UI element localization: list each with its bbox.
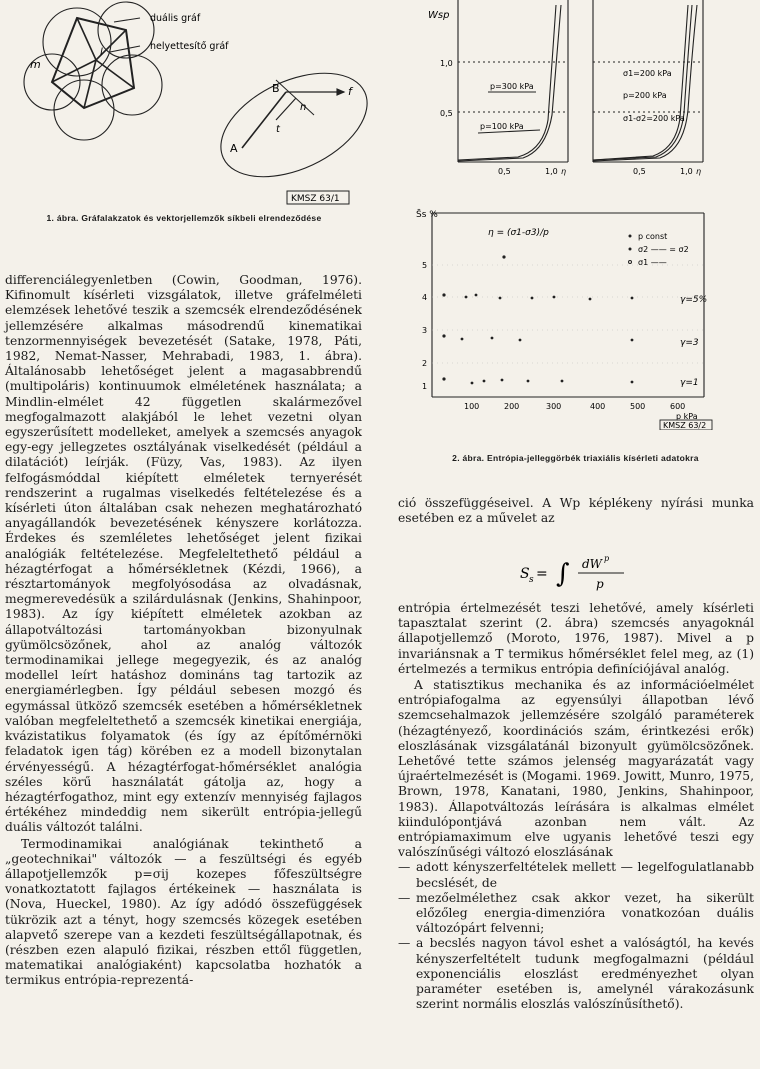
svg-text:=: = [536,566,548,582]
bottom-xtick-500: 500 [630,402,646,411]
label-t: t [276,124,280,135]
top-left-xtick-eta: η [561,167,567,176]
svg-text:p: p [604,554,610,563]
bottom-ylabel: S̄s % [416,210,438,220]
gamma-label-5: γ=5% [680,295,708,305]
figure-2-stamp: KMSZ 63/2 [663,421,707,430]
bottom-xunit: p kPa [676,412,698,421]
bullet-item-1: — adott kényszerfeltételek mellett — legelfogulatlanabb becslését, de [398,860,754,890]
figure-2-top [418,0,758,180]
curve-label-p100: p=100 kPa [480,122,524,131]
label-B: B [272,82,280,95]
label-substitute-graph: helyettesítő gráf [150,41,229,52]
top-left-xtick-2: 1,0 [545,167,558,176]
gamma-label-1: γ=1 [680,378,699,388]
svg-text:S: S [520,566,530,582]
top-left-xtick-1: 0,5 [498,167,511,176]
bullet-item-2: — mezőelmélethez csak akkor vezet, ha sikerült előzőleg energia-dimenzióra vonatkozóan duális változópárt felvenni; [398,891,754,937]
gamma-label-3: γ=3 [680,338,699,348]
legend-p-const: p const [638,232,668,241]
bottom-ytick-2: 2 [422,359,428,368]
label-l: l [100,47,103,58]
figure-1-caption: 1. ábra. Gráfalakzatok és vektorjellemzők síkbeli elrendeződése [46,213,322,223]
bottom-xtick-200: 200 [504,402,520,411]
left-paragraph-1: differenciálegyenletben (Cowin, Goodman, 1976). Kifinomult kísérleti vizsgálatok, illetve gráfelméleti elemzések lehetővé teszik a szemcsék elrendeződésének jellemzésére alkalmas másodrendű kinematikai tenzormennyiségek bevezetését (Satake, 1978, Páti, 1982, Nemat-Nasser, Mehrabadi, 1983, 1. ábra). Általánosabb lehetőséget jelent a magasabbrendű (multipoláris) kontinuumok elméletének használata; a Mindlin-elmélet 42 független skalármezővel megfogalmazott alakjából le lehet vezetni olyan egyszerűsített modelleket, amelyek a szemcsés anyagok egy-egy jellegzetes osztályának viselkedését (például a dilatációt) leírják. (Füzy, Vas, 1983). Az ilyen felfogásmóddal kiépített elméletek ternyerését rendszerint a rugalmas viselkedés feltételezése és a kísérleti úton általában csak nehezen meghatározható anyagállandók bevezetésének kényszere korlátozza. Érdekes és szemléletes lehetőséget jelent fizikai analógiák feltételezése. Megfeleltethető például a hézagtérfogat a hőmérsékletnek (Kézdi, 1966), a résztartományok megfolyósodása az olvadásnak, megmerevedésük a szilárdulásnak (Jenkins, Shahinpoor, 1983). Az így kiépített elméletek azokban az állapotváltozási tartományokban bizonyulnak gyümölcsözőnek, ahol az analóg változók termodinamikai jellege megegyezik, és az analóg modellel leírt hatáshoz domináns tag tartozik az energiamérlegben. Így például sebesen mozgó és egymással ütköző szemcsék esetében a hőmérsékletnek valóban megfeleltethető a szemcsék kinetikai energiája, kvázistatikus folyamatok (és így az építőmérnöki feladatok igen tág) körében ez a modell bizonytalan érvényességű. A hézagtérfogat-hőmérséklet analógia széles körű használatát gátolja az, hogy a hézagtérfogathoz, mint egy extenzív mennyiség fajlagos értékéhez mindeddig nem sikerült entrópia-jellegű duális változót találni. [5,273,362,835]
entropy-formula [520,548,680,596]
grain-circle [54,80,114,140]
right-column-bottom [398,601,754,1012]
label-f: f [348,85,352,98]
bottom-xtick-100: 100 [464,402,480,411]
legend-sigma2: σ2 —— = σ2 [638,245,689,254]
curve-label-sigma1: σ1=200 kPa [623,69,672,78]
bottom-ytick-4: 4 [422,293,428,302]
svg-text:dW: dW [582,557,603,571]
right-paragraph-0: ció összefüggéseivel. A Wp képlékeny nyírási munka esetében ez a művelet az [398,496,754,526]
right-bullet-list [398,860,754,1012]
right-paragraph-2: A statisztikus mechanika és az információelmélet entrópiafogalma az egyensúlyi állapotban lévő szemcsehalmazok jellemzésére szolgáló paraméterek (hézagtényező, koordinációs szám, érintkezési erők) eloszlásának vizsgálatánál bizonyult gyümölcsözőnek. Lehetővé tette számos jelenség magyarázatát vagy újraértelmezését is (Mogami. 1969. Jowitt, Munro, 1975, Brown, 1978, Kanatani, 1980, Jenkins, Shahinpoor, 1983). Állapotváltozás leírására is alkalmas elmélet kiindulópontjává azonban nem vált. Az entrópiamaximum elve ugyanis lehetővé teszi egy valószínűségi változó eloszlásának [398,678,754,860]
bottom-xtick-400: 400 [590,402,606,411]
bottom-xtick-300: 300 [546,402,562,411]
bottom-ytick-1: 1 [422,382,428,391]
right-paragraph-1: entrópia értelmezését teszi lehetővé, amely kísérleti tapasztalat szerint (2. ábra) szemcsés anyagoknál állapotjellemző (Moroto, 1976, 1987). Mivel a p invariánsnak a T termikus hőmérséklet felel meg, az (1) értelmezés a termikus entrópia definíciójával analóg. [398,601,754,676]
label-m: m [30,58,41,71]
label-dual-graph: duális gráf [150,13,201,24]
svg-text:∫: ∫ [556,559,570,589]
left-column [5,273,362,989]
bullet-item-3: — a becslés nagyon távol eshet a valóságtól, ha kevés kényszerfeltételt tudunk megfogalmazni (például exponenciális eloszlást eredményezhet olyan paraméter esetében is, amelynél várakozásunk szerint normális eloszlás valószínűsíthető). [398,936,754,1012]
top-right-xtick-2: 1,0 [680,167,693,176]
top-ytick-2: 0,5 [440,109,453,118]
eta-formula: η = (σ1-σ3)/p [488,228,549,238]
grain-circle [102,55,162,115]
right-column-top [398,496,754,526]
legend-sigma1: σ1 —— [638,258,667,267]
bottom-ytick-5: 5 [422,261,428,270]
curve-label-p300: p=300 kPa [490,82,534,91]
figure-1 [14,0,374,212]
left-paragraph-2: Termodinamikai analógiának tekinthető a „geotechnikai" változók — a feszültségi és egyéb állapotjellemzők p=σij kozepes főfeszültségre vonatkoztatott fajlagos értékeinek — használata is (Nova, Hueckel, 1980). Az így adódó összefüggések tükrözik azt a tényt, hogy szemcsés közegek esetében alapvető szerepe van a kezdeti feszültségállapotnak, és (részben ezen alapuló fizikai, részben ettől független, matematikai analógiaként) kapcsolatba hozhatók a termikus entrópia-reprezentá- [5,836,362,988]
top-right-xtick-1: 0,5 [633,167,646,176]
figure-2-caption: 2. ábra. Entrópia-jelleggörbék triaxiális kísérleti adatokra [452,453,699,463]
bottom-xtick-600: 600 [670,402,686,411]
top-ylabel: Wsp [428,10,450,21]
figure-2-bottom [404,205,754,430]
svg-text:p: p [596,577,604,591]
label-A: A [230,142,238,155]
curve-label-p200: p=200 kPa [623,91,667,100]
bottom-ytick-3: 3 [422,326,428,335]
data-points [442,255,633,384]
figure-1-stamp: KMSZ 63/1 [291,194,340,204]
top-right-xtick-eta: η [696,167,702,176]
top-ytick-1: 1,0 [440,59,453,68]
svg-text:s: s [529,575,534,585]
label-n: n [300,102,307,113]
curve-label-sigma-diff: σ1-σ2=200 kPa [623,114,685,123]
